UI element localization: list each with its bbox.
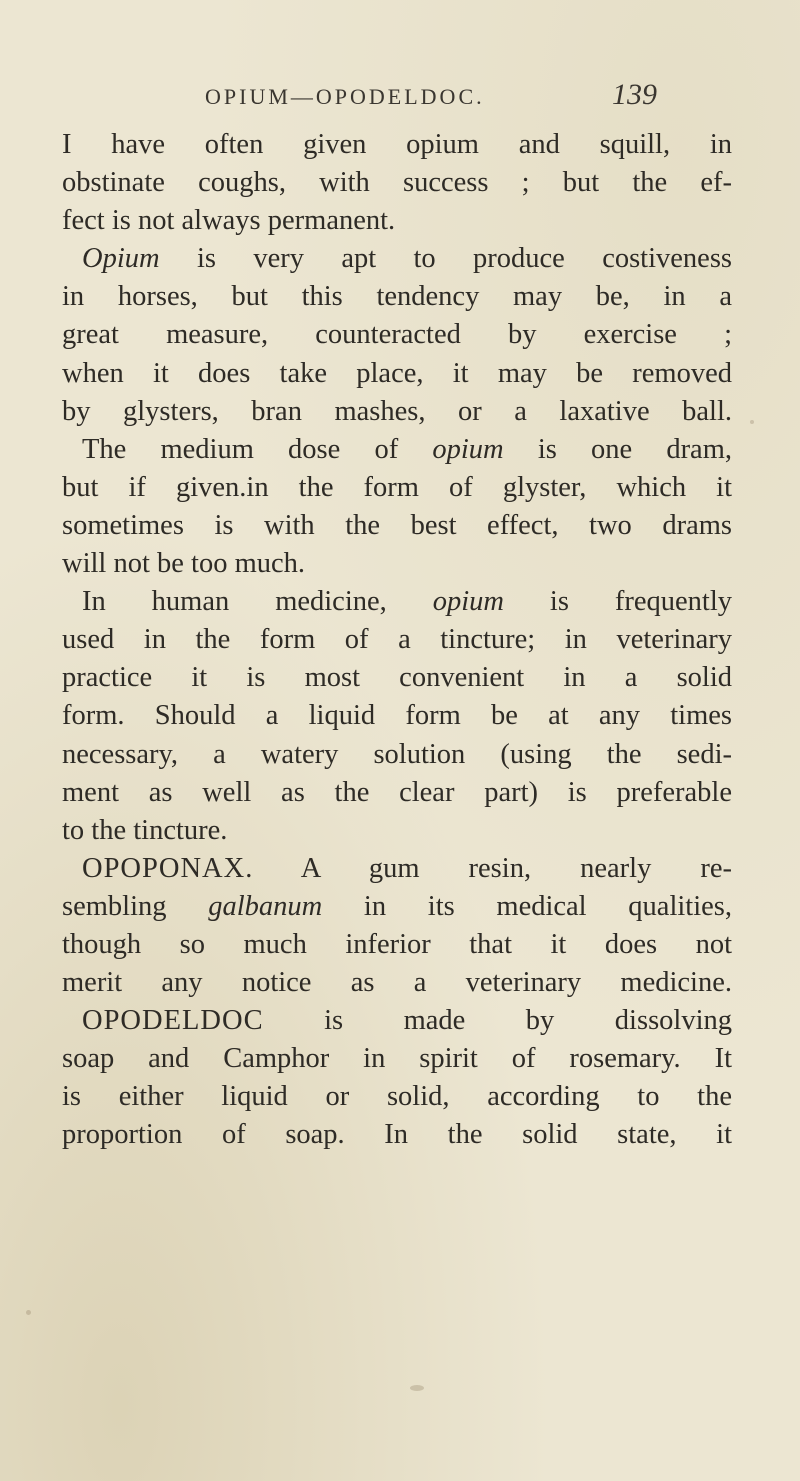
text-span: In human medicine, xyxy=(82,586,433,618)
text-span: by glysters, bran mashes, or a laxative ball. xyxy=(62,395,732,427)
text-span: sometimes is with the best effect, two drams xyxy=(62,509,732,541)
text-span: necessary, a watery solution (using the sedi- xyxy=(62,738,732,770)
text-line xyxy=(62,964,732,1002)
text-span: ment as well as the clear part) is preferable xyxy=(62,776,732,808)
text-span: used in the form of a tincture; in veterinary xyxy=(62,624,732,656)
body-text xyxy=(62,126,732,1155)
entry-heading: OPODELDOC xyxy=(82,1005,264,1037)
text-line xyxy=(62,1116,732,1154)
text-line xyxy=(62,240,732,278)
text-span: is either liquid or solid, according to the xyxy=(62,1081,732,1113)
paper-blemish xyxy=(410,1385,424,1391)
text-line xyxy=(62,850,732,888)
text-line xyxy=(62,316,732,354)
text-span: A gum resin, nearly re- xyxy=(253,852,732,884)
text-line xyxy=(62,659,732,697)
text-line xyxy=(62,621,732,659)
text-span: is very apt to produce costiveness xyxy=(159,243,732,275)
text-line xyxy=(62,393,732,431)
text-line xyxy=(62,583,732,621)
text-line xyxy=(62,545,732,583)
text-line xyxy=(62,1002,732,1040)
text-line xyxy=(62,736,732,774)
text-span: in horses, but this tendency may be, in a xyxy=(62,281,732,313)
text-line xyxy=(62,278,732,316)
text-line xyxy=(62,355,732,393)
running-head xyxy=(0,78,800,118)
running-title: OPIUM—OPODELDOC. xyxy=(205,84,485,109)
italic-term: opium xyxy=(432,586,504,618)
paper-blemish xyxy=(750,420,754,424)
text-line xyxy=(62,1040,732,1078)
text-span: is one dram, xyxy=(503,433,732,465)
text-span: in its medical qualities, xyxy=(322,890,732,922)
text-line xyxy=(62,926,732,964)
italic-term: galbanum xyxy=(208,890,323,922)
text-span: when it does take place, it may be removed xyxy=(62,357,732,389)
text-span: is frequently xyxy=(503,586,732,618)
text-span: fect is not always permanent. xyxy=(62,205,396,237)
text-line xyxy=(62,697,732,735)
paper-blemish xyxy=(26,1310,31,1315)
text-span: will not be too much. xyxy=(62,548,306,580)
page-number: 139 xyxy=(612,78,657,111)
text-line xyxy=(62,164,732,202)
text-span: great measure, counteracted by exercise ; xyxy=(62,319,732,351)
italic-term: opium xyxy=(432,433,504,465)
text-span: sembling xyxy=(62,890,209,922)
text-span: though so much inferior that it does not xyxy=(62,928,732,960)
text-span: practice it is most convenient in a solid xyxy=(62,662,732,694)
text-span: The medium dose of xyxy=(82,433,433,465)
text-span: soap and Camphor in spirit of rosemary. It xyxy=(62,1043,732,1075)
text-span: obstinate coughs, with success ; but the ef- xyxy=(62,167,732,199)
text-line xyxy=(62,888,732,926)
text-line xyxy=(62,469,732,507)
text-span: to the tincture. xyxy=(62,814,228,846)
text-span: proportion of soap. In the solid state, it xyxy=(62,1119,732,1151)
text-span: form. Should a liquid form be at any times xyxy=(62,700,732,732)
italic-term: Opium xyxy=(82,243,160,275)
text-span: merit any notice as a veterinary medicine. xyxy=(62,967,732,999)
text-line xyxy=(62,1078,732,1116)
text-line xyxy=(62,126,732,164)
text-line xyxy=(62,774,732,812)
text-span: I have often given opium and squill, in xyxy=(62,129,732,160)
text-span: is made by dissolving xyxy=(263,1005,732,1037)
text-line xyxy=(62,812,732,850)
text-span: but if given.in the form of glyster, which it xyxy=(62,471,732,503)
text-line xyxy=(62,507,732,545)
entry-heading: OPOPONAX. xyxy=(82,852,254,884)
text-line xyxy=(62,202,732,240)
text-line xyxy=(62,431,732,469)
